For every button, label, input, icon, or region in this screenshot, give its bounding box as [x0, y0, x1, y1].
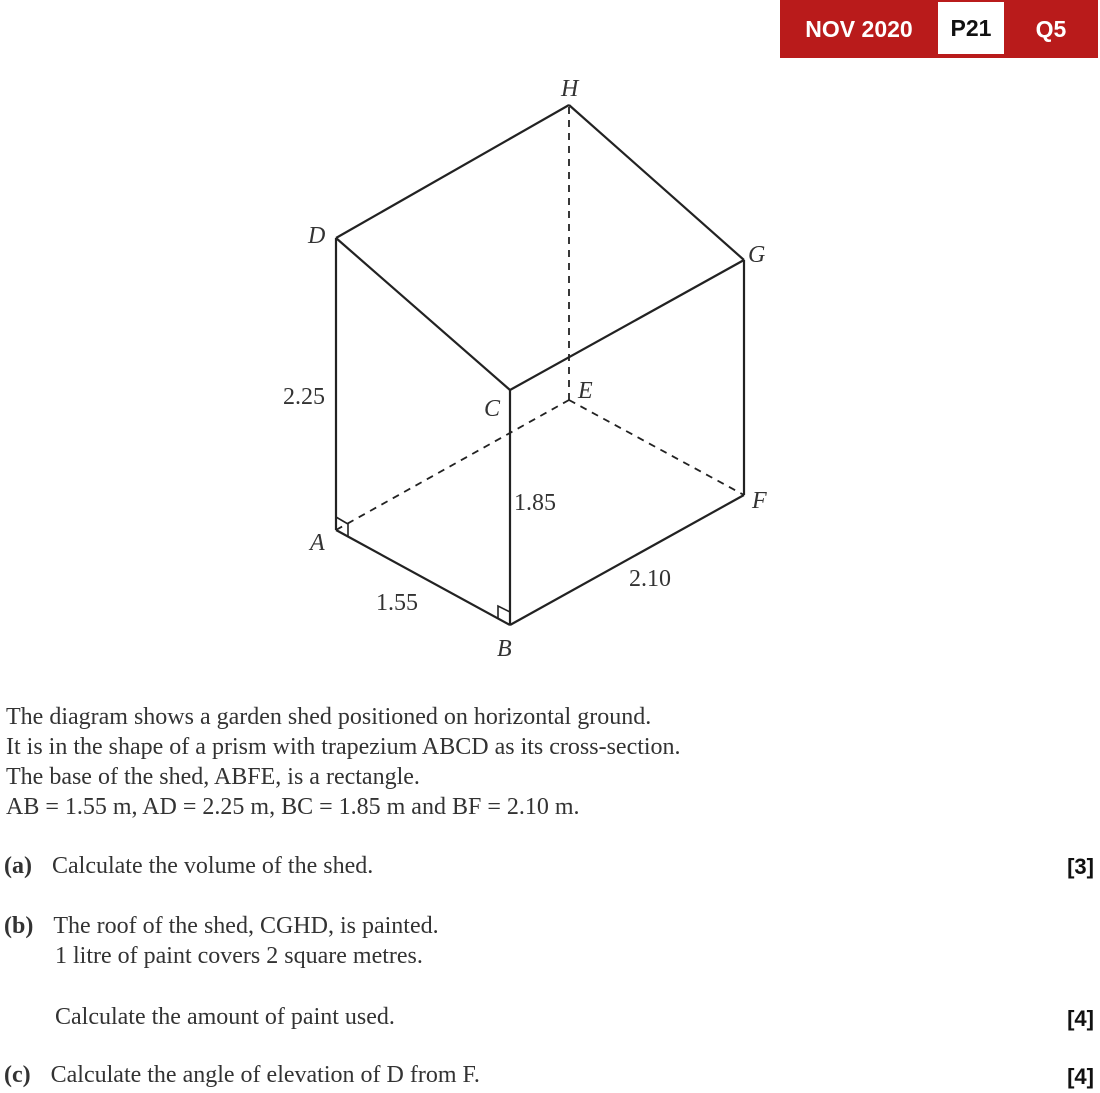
vertex-label-E: E [578, 378, 593, 404]
vertex-label-F: F [752, 488, 767, 514]
edge-EF [569, 400, 744, 495]
vertex-label-A: A [310, 530, 325, 556]
part-b [4, 913, 439, 940]
edge-CD [336, 238, 510, 390]
length-BF: 2.10 [629, 566, 671, 592]
part-a-label: (a) [4, 853, 32, 879]
part-a-marks: [3] [1067, 854, 1094, 879]
intro-line-1: The diagram shows a garden shed positioned on horizontal ground. [6, 704, 652, 730]
part-c-label: (c) [4, 1062, 31, 1088]
hidden-edges [336, 105, 744, 530]
part-c [4, 1062, 480, 1089]
part-b-text-2: 1 litre of paint covers 2 square metres. [55, 943, 423, 969]
solid-edges [336, 105, 744, 625]
edge-AB [336, 530, 510, 625]
intro-line-4: AB = 1.55 m, AD = 2.25 m, BC = 1.85 m and BF = 2.10 m. [6, 794, 580, 820]
part-c-marks: [4] [1067, 1064, 1094, 1089]
length-AD: 2.25 [283, 384, 325, 410]
edge-DH [336, 105, 569, 238]
part-a-text: Calculate the volume of the shed. [51, 853, 374, 879]
vertex-label-D: D [308, 223, 326, 249]
vertex-label-C: C [484, 396, 501, 422]
part-c-text: Calculate the angle of elevation of D from F. [50, 1062, 480, 1088]
intro-line-2: It is in the shape of a prism with trapezium ABCD as its cross-section. [6, 734, 681, 760]
part-a [4, 853, 373, 880]
exam-session: NOV 2020 [805, 16, 913, 42]
part-b-text-3: Calculate the amount of paint used. [55, 1004, 395, 1030]
intro-line-3: The base of the shed, ABFE, is a rectangle. [6, 764, 420, 790]
question-intro [6, 702, 681, 822]
right-angle-B [498, 606, 510, 619]
shed-diagram [0, 60, 1100, 700]
vertex-label-H: H [561, 76, 579, 102]
vertex-label-B: B [497, 636, 512, 662]
paper-number: P21 [938, 0, 1004, 58]
edge-CG [510, 260, 744, 390]
part-b-label: (b) [4, 913, 34, 939]
vertex-label-G: G [748, 242, 766, 268]
part-b-marks: [4] [1067, 1006, 1094, 1031]
question-number: Q5 [1035, 16, 1067, 42]
edge-HG [569, 105, 744, 260]
exam-badge [780, 0, 1098, 58]
right-angle-markers [336, 517, 510, 619]
part-b-text-1: The roof of the shed, CGHD, is painted. [53, 913, 439, 939]
length-AB: 1.55 [376, 590, 418, 616]
length-BC: 1.85 [514, 490, 556, 516]
